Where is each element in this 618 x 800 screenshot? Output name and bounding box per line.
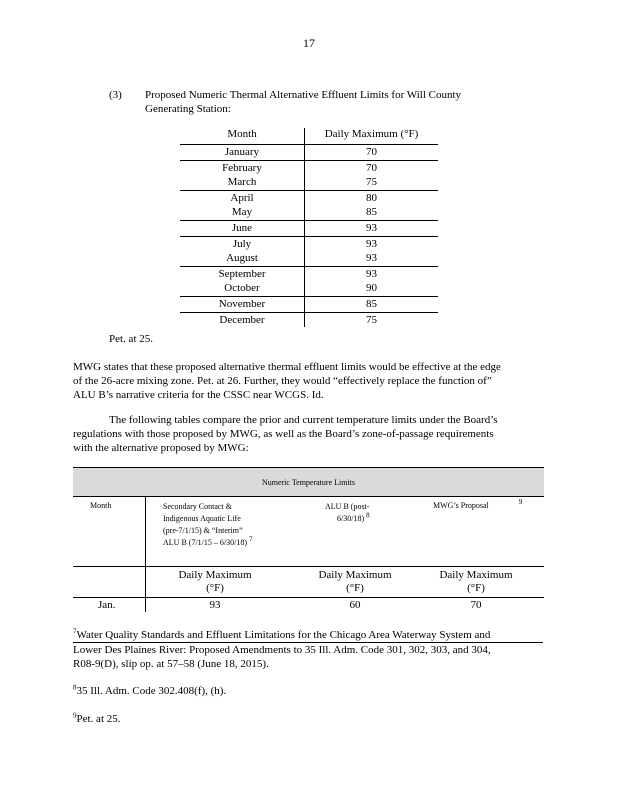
divider (73, 566, 544, 567)
month-cell: August (180, 251, 305, 266)
month-cell: May (180, 205, 305, 220)
sub-label-secondary (175, 569, 255, 595)
table-header (180, 128, 438, 145)
value-cell: 80 (366, 191, 377, 204)
table-row (180, 205, 438, 221)
value-cell: 70 (366, 146, 377, 158)
comparison-table (73, 467, 544, 497)
paragraph-2-line3: with the alternative proposed by MWG: (73, 442, 249, 454)
table-row (180, 237, 438, 252)
footnote-mark: 7 (73, 627, 77, 636)
page-number: 17 (303, 36, 315, 50)
footnote-7-line1 (73, 628, 543, 643)
value-cell: 85 (366, 206, 377, 219)
month-cell: July (180, 237, 305, 252)
sub-label-line: (°F) (346, 582, 364, 594)
paragraph-1-line3: ALU B’s narrative criteria for the CSSC near WCGS. Id. (73, 389, 324, 401)
table-row (180, 267, 438, 282)
sub-label-line: Daily Maximum (178, 569, 252, 581)
value-cell: 75 (366, 176, 377, 189)
table-row (180, 191, 438, 206)
header-mwg-proposal (433, 498, 523, 510)
sub-label-line: (°F) (467, 582, 485, 594)
header-line: Indigenous Aquatic Life (163, 514, 241, 523)
header-alu-b (325, 501, 370, 525)
row-value-alu-b: 60 (349, 599, 361, 611)
footnote-text: Pet. at 25. (76, 713, 121, 725)
row-value-mwg: 70 (470, 599, 482, 611)
header-line: MWG’s Proposal (433, 501, 489, 510)
value-cell: 70 (366, 161, 377, 174)
value-cell: 93 (366, 252, 377, 265)
header-line: ALU B (7/1/15 – 6/30/18) (163, 538, 247, 547)
thermal-limits-table (180, 128, 438, 327)
paragraph-2-line2: regulations with those proposed by MWG, as well as the Board’s zone-of-passage requirements (73, 428, 494, 440)
header-line: Secondary Contact & (163, 502, 232, 511)
header-line: 6/30/18) (337, 514, 365, 523)
table-row (180, 281, 438, 297)
row-month: Jan. (98, 599, 116, 611)
header-secondary-contact (163, 501, 253, 549)
footnote-8 (73, 684, 226, 698)
sub-label-alu-b (315, 569, 395, 595)
footnote-mark: 9 (73, 711, 77, 720)
table-row (180, 297, 438, 313)
value-cell: 93 (366, 267, 377, 280)
divider (73, 496, 544, 497)
footnote-7-line2: Lower Des Plaines River: Proposed Amendments to 35 Ill. Adm. Code 301, 302, 303, and 304, (73, 644, 491, 656)
footnote-9 (73, 712, 121, 726)
table-row (180, 221, 438, 237)
header-line: ALU B (post- (325, 502, 370, 511)
month-cell: October (180, 281, 305, 296)
value-cell: 85 (366, 297, 377, 310)
footnote-text: Water Quality Standards and Effluent Limitations for the Chicago Area Waterway System and (76, 629, 491, 641)
paragraph-2-line1: The following tables compare the prior and current temperature limits under the Board’s (109, 414, 498, 426)
month-cell: March (180, 175, 305, 190)
value-cell: 93 (366, 237, 377, 250)
table-row (180, 313, 438, 328)
item-heading-line2: Generating Station: (145, 103, 231, 115)
table-row (180, 161, 438, 176)
footnote-ref: 8 (366, 511, 370, 520)
paragraph-1-line2: of the 26-acre mixing zone. Pet. at 26. Further, they would “effectively replace the function of” (73, 375, 492, 387)
value-cell: 75 (366, 313, 377, 326)
month-cell: September (180, 267, 305, 282)
header-month: Month (180, 128, 305, 144)
month-cell: January (180, 145, 305, 160)
month-cell: April (180, 191, 305, 206)
header-month: Month (90, 501, 112, 510)
item-number: (3) (109, 89, 122, 101)
header-daily-max: Daily Maximum (°F) (324, 128, 419, 140)
footnote-ref: 9 (518, 498, 523, 507)
sub-label-line: Daily Maximum (318, 569, 392, 581)
table-row (180, 251, 438, 267)
value-cell: 93 (366, 221, 377, 234)
footnote-ref: 7 (249, 535, 253, 544)
table-row (180, 175, 438, 191)
footnote-text: 35 Ill. Adm. Code 302.408(f), (h). (76, 685, 227, 697)
citation: Pet. at 25. (109, 333, 153, 345)
month-cell: June (180, 221, 305, 236)
sub-label-line: Daily Maximum (439, 569, 513, 581)
sub-label-mwg (436, 569, 516, 595)
row-value-secondary: 93 (209, 599, 221, 611)
month-cell: November (180, 297, 305, 312)
value-cell: 90 (366, 282, 377, 295)
paragraph-1-line1: MWG states that these proposed alternative thermal effluent limits would be effective at the edge (73, 361, 501, 373)
footnote-mark: 8 (73, 683, 77, 692)
header-line: (pre-7/1/15) & “Interim” (163, 526, 243, 535)
divider (145, 496, 146, 612)
table-row (180, 145, 438, 161)
month-cell: December (180, 313, 305, 328)
item-heading-line1: Proposed Numeric Thermal Alternative Effluent Limits for Will County (145, 89, 462, 101)
sub-label-line: (°F) (206, 582, 224, 594)
month-cell: February (180, 161, 305, 176)
comparison-table-title: Numeric Temperature Limits (73, 467, 544, 497)
footnote-7-line3: R08-9(D), slip op. at 57–58 (June 18, 2015). (73, 658, 269, 670)
